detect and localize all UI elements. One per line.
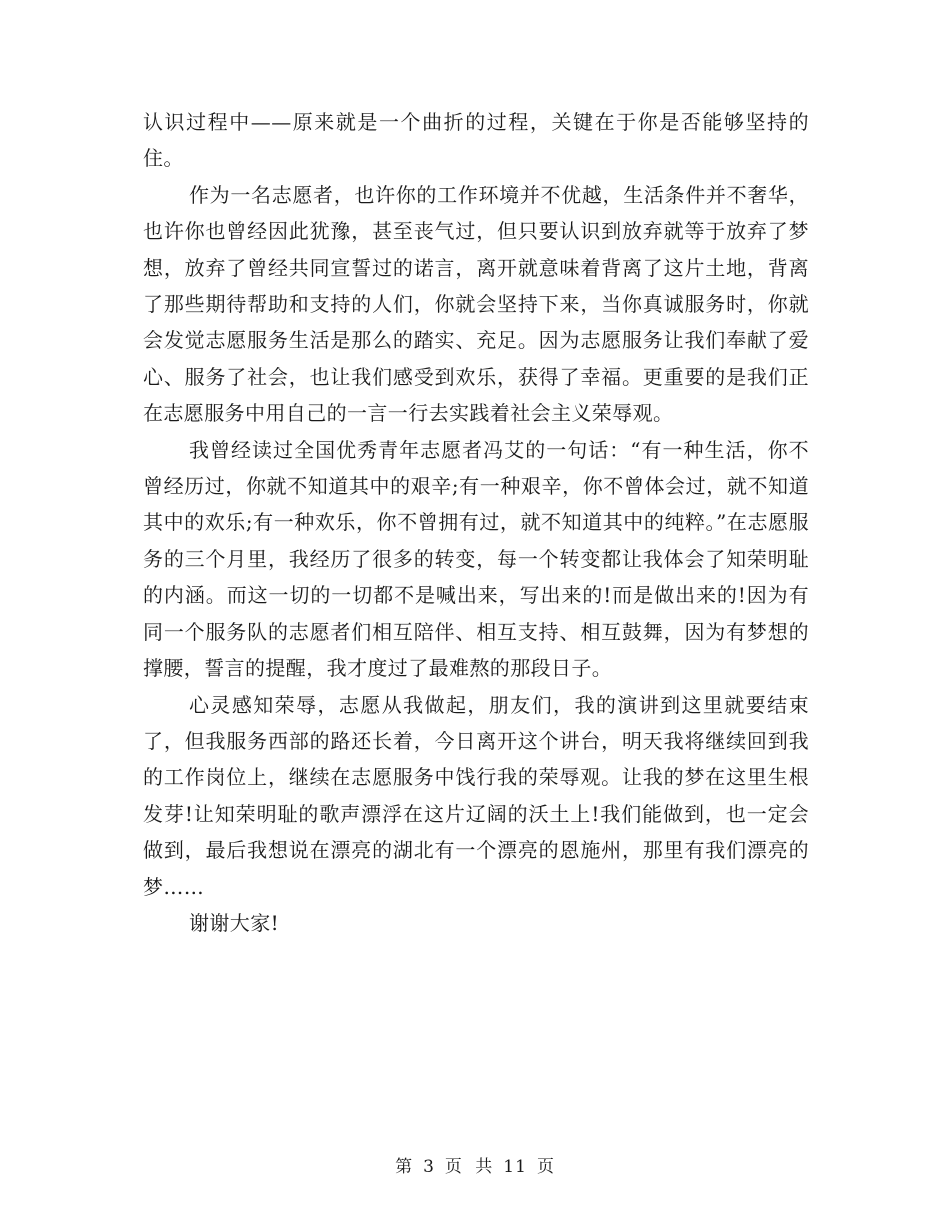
footer-suffix: 页 <box>536 1157 555 1177</box>
footer-page-word: 页 <box>444 1157 463 1177</box>
paragraph-conclusion: 心灵感知荣辱，志愿从我做起，朋友们，我的演讲到这里就要结束了，但我服务西部的路还长着，今日离开这个讲台，明天我将继续回到我的工作岗位上，继续在志愿服务中饯行我的荣辱观。让我的梦在这里生根发芽!让知荣明耻的歌声漂浮在这片辽阔的沃土上!我们能做到，也一定会做到，最后我想说在漂亮的湖北有一个漂亮的恩施州，那里有我们漂亮的梦…… <box>143 692 809 899</box>
paragraph-quote: 我曾经读过全国优秀青年志愿者冯艾的一句话：“有一种生活，你不曾经历过，你就不知道其中的艰辛;有一种艰辛，你不曾体会过，就不知道其中的欢乐;有一种欢乐，你不曾拥有过，就不知道其中的纯粹。”在志愿服务的三个月里，我经历了很多的转变，每一个转变都让我体会了知荣明耻的内涵。而这一切的一切都不是喊出来，写出来的!而是做出来的!因为有同一个服务队的志愿者们相互陪伴、相互支持、相互鼓舞，因为有梦想的撑腰，誓言的提醒，我才度过了最难熬的那段日子。 <box>143 437 809 681</box>
page-number-footer <box>0 1152 950 1177</box>
paragraph-thanks: 谢谢大家! <box>189 910 280 935</box>
footer-prefix: 第 <box>395 1157 414 1177</box>
paragraph-volunteer: 作为一名志愿者，也许你的工作环境并不优越，生活条件并不奢华，也许你也曾经因此犹豫，甚至丧气过，但只要认识到放弃就等于放弃了梦想，放弃了曾经共同宣誓过的诺言，离开就意味着背离了这片土地，背离了那些期待帮助和支持的人们，你就会坚持下来，当你真诚服务时，你就会发觉志愿服务生活是那么的踏实、充足。因为志愿服务让我们奉献了爱心、服务了社会，也让我们感受到欢乐，获得了幸福。更重要的是我们正在志愿服务中用自己的一言一行去实践着社会主义荣辱观。 <box>143 182 809 426</box>
document-body <box>143 104 809 941</box>
paragraph-continuation: 认识过程中——原来就是一个曲折的过程，关键在于你是否能够坚持的住。 <box>143 110 809 171</box>
footer-total-word: 共 <box>475 1157 494 1177</box>
footer-total-pages: 11 <box>503 1157 527 1177</box>
footer-current-page: 3 <box>423 1157 435 1177</box>
